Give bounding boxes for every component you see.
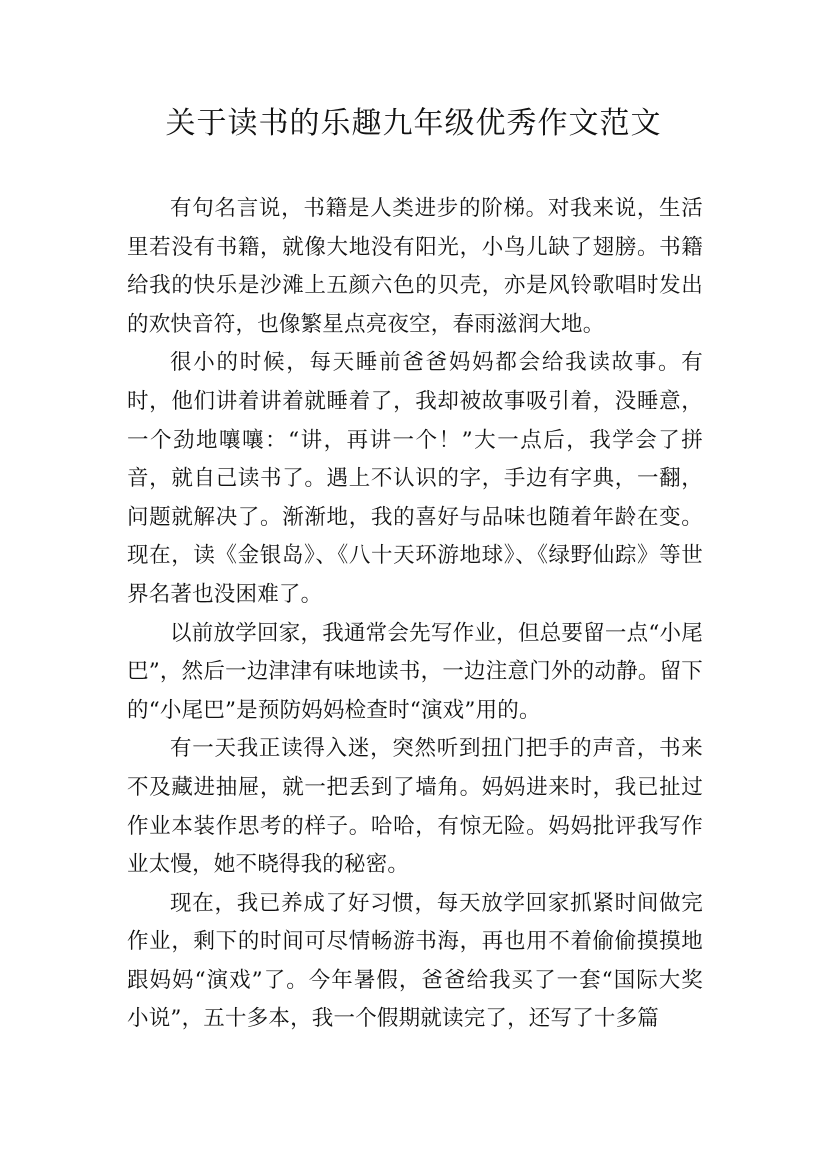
document-title: 关于读书的乐趣九年级优秀作文范文	[165, 106, 662, 141]
document-body	[127, 190, 703, 1039]
paragraph-5: 现在，我已养成了好习惯，每天放学回家抓紧时间做完作业，剩下的时间可尽情畅游书海，再也用不着偷偷摸摸地跟妈妈“演戏”了。今年暑假，爸爸给我买了一套“国际大奖小说”，五十多本，我一个假期就读完了，还写了十多篇	[127, 890, 703, 1032]
paragraph-1: 有句名言说，书籍是人类进步的阶梯。对我来说，生活里若没有书籍，就像大地没有阳光，小鸟儿缺了翅膀。书籍给我的快乐是沙滩上五颜六色的贝壳，亦是风铃歌唱时发出的欢快音符，也像繁星点亮夜空，春雨滋润大地。	[127, 196, 703, 337]
paragraph-3: 以前放学回家，我通常会先写作业，但总要留一点“小尾巴”，然后一边津津有味地读书，一边注意门外的动静。留下的“小尾巴”是预防妈妈检查时“演戏”用的。	[127, 620, 703, 723]
paragraph-4: 有一天我正读得入迷，突然听到扭门把手的声音，书来不及藏进抽屉，就一把丢到了墙角。妈妈进来时，我已扯过作业本装作思考的样子。哈哈，有惊无险。妈妈批评我写作业太慢，她不晓得我的秘密。	[127, 736, 703, 878]
paragraph-2: 很小的时候，每天睡前爸爸妈妈都会给我读故事。有时，他们讲着讲着就睡着了，我却被故事吸引着，没睡意，一个劲地嚷嚷：“讲，再讲一个！”大一点后，我学会了拼音，就自己读书了。遇上不认识的字，手边有字典，一翻，问题就解决了。渐渐地，我的喜好与品味也随着年龄在变。现在，读《金银岛》、《八十天环游地球》、《绿野仙踪》等世界名著也没困难了。	[127, 350, 703, 607]
